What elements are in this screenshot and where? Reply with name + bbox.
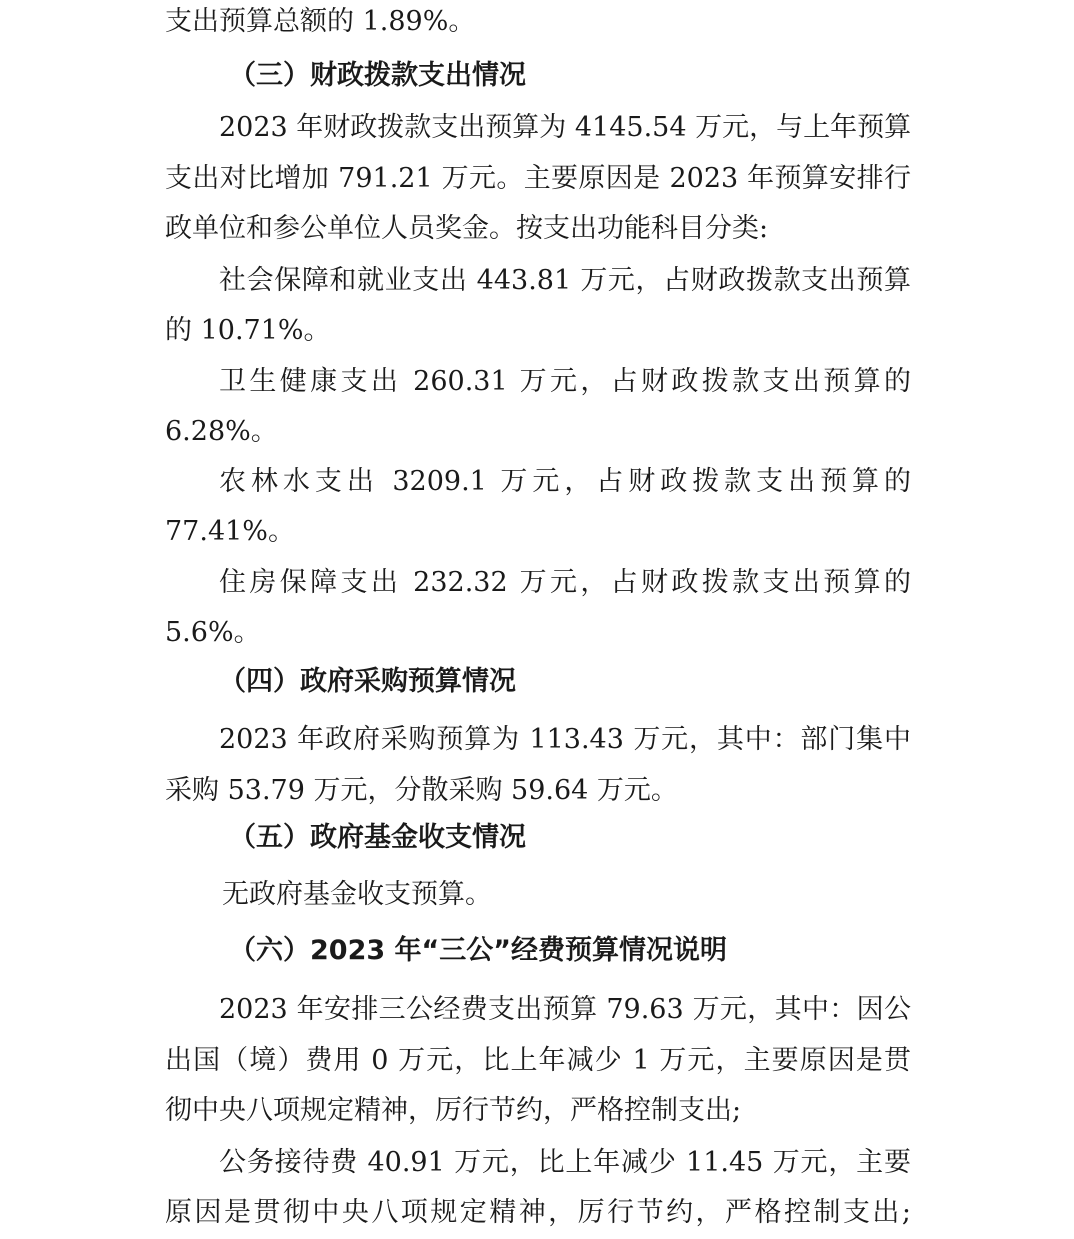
text-line: 5.6%。 (165, 617, 261, 648)
text-line: 6.28%。 (165, 416, 278, 447)
text-line: 支出对比增加 791.21 万元。主要原因是 2023 年预算安排行 (165, 163, 911, 194)
section-heading-3: （三）财政拨款支出情况 (229, 60, 526, 91)
text-line: 的 10.71%。 (165, 315, 331, 346)
text-line: 2023 年财政拨款支出预算为 4145.54 万元，与上年预算 (219, 112, 911, 143)
text-line: 政单位和参公单位人员奖金。按支出功能科目分类: (165, 213, 769, 244)
text-line: 77.41%。 (165, 516, 295, 547)
text-line: 2023 年政府采购预算为 113.43 万元，其中：部门集中 (219, 724, 911, 755)
text-line: 支出预算总额的 1.89%。 (165, 6, 476, 37)
text-line: 采购 53.79 万元，分散采购 59.64 万元。 (165, 775, 678, 806)
text-line: 农林水支出 3209.1 万元，占财政拨款支出预算的 (219, 466, 911, 497)
section-heading-4: （四）政府采购预算情况 (219, 666, 516, 697)
text-line: 公务接待费 40.91 万元，比上年减少 11.45 万元，主要 (219, 1147, 911, 1178)
text-line: 住房保障支出 232.32 万元，占财政拨款支出预算的 (219, 567, 911, 598)
text-line: 彻中央八项规定精神，厉行节约，严格控制支出; (165, 1095, 742, 1126)
text-line: 社会保障和就业支出 443.81 万元，占财政拨款支出预算 (219, 265, 911, 296)
text-line: 无政府基金收支预算。 (222, 879, 492, 910)
section-heading-6: （六）2023 年“三公”经费预算情况说明 (229, 935, 728, 966)
text-line: 出国（境）费用 0 万元，比上年减少 1 万元，主要原因是贯 (165, 1045, 911, 1076)
text-line: 原因是贯彻中央八项规定精神，厉行节约，严格控制支出; (165, 1197, 911, 1228)
text-line: 卫生健康支出 260.31 万元，占财政拨款支出预算的 (219, 366, 911, 397)
text-line: 2023 年安排三公经费支出预算 79.63 万元，其中：因公 (219, 994, 911, 1025)
section-heading-5: （五）政府基金收支情况 (229, 822, 526, 853)
